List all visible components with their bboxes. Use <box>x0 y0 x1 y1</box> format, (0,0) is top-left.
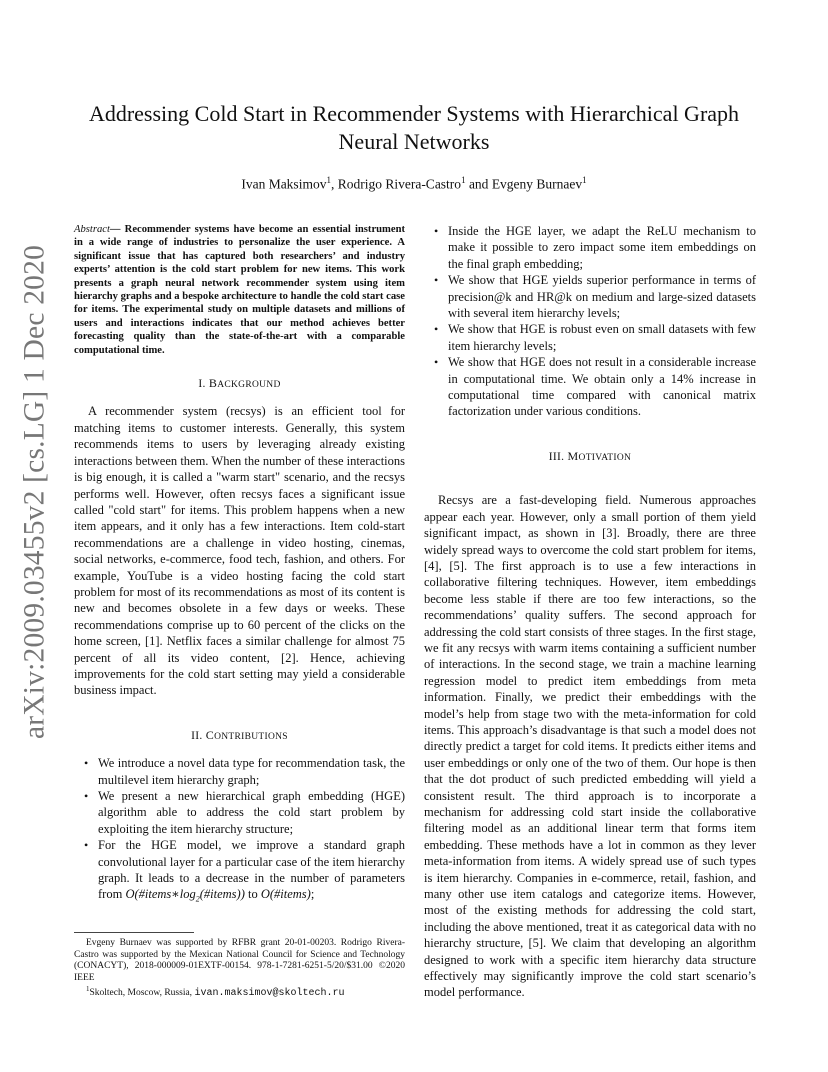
author-email-link[interactable]: ivan.maksimov@skoltech.ru <box>194 988 345 1000</box>
abstract <box>74 223 405 357</box>
author-name: Rodrigo Rivera-Castro <box>337 176 462 192</box>
section-initial: B <box>208 376 218 391</box>
section-initial: M <box>567 448 579 463</box>
contribution-item: • Inside the HGE layer, we adapt the ReLU mechanism to make it possible to zero impact some item embeddings on the final graph embedding; <box>424 223 756 272</box>
funding-note: Evgeny Burnaev was supported by RFBR grant 20-01-00203. Rodrigo Rivera-Castro was supported by the Mexican National Council for Science and Technology (CONACYT), 2018-000009-01EXTF-00154. 978-1-7281-6251-5/20/$31.00 ©2020 IEEE <box>74 938 405 983</box>
affiliation-marker: 1 <box>86 985 90 994</box>
section-rest: OTIVATION <box>578 452 632 463</box>
paper-title: Addressing Cold Start in Recommender Systems with Hierarchical Graph Neural Networks <box>88 101 740 154</box>
author-name: Ivan Maksimov <box>241 176 327 192</box>
section-number: III. <box>548 450 565 463</box>
section-heading-contributions <box>74 727 405 745</box>
affiliation-marker: 1 <box>582 175 587 185</box>
author-name: Evgeny Burnaev <box>491 176 583 192</box>
footnote-rule <box>74 932 194 933</box>
contribution-item: • We show that HGE does not result in a considerable increase in computational time. We obtain only a 14% increase in computational time compared with canonical matrix factorization under various conditions. <box>424 354 756 420</box>
left-column <box>74 223 405 908</box>
formula-subscript: 2 <box>195 894 200 904</box>
motivation-paragraph: Recsys are a fast-developing field. Numerous approaches appear each year. However, only a small portion of them yield significant impact, as shown in [3]. Broadly, there are three widely spread ways to overcome the cold start problem for items, [4], [5]. The first approach is to use a few interactions in collaborative filtering techniques. However, item embeddings become less stable if there are too few interactions, so the recommendations’ quality suffers. The second approach for addressing the cold start consists of three stages. In the first stage, we fit any recsys with warm items containing a sufficient number of interactions. In the second stage, we train a machine learning regression model to predict item embeddings from meta information. Finally, we predict their embeddings with the model’s help from stage two with the meta-information for cold items. This approach’s disadvantage is that such a model does not directly predict a target for cold items. It predicts either items and user embeddings or only one of the two of them. Our hope is then that the dot product of such predicted embedding will yield a consistent result. The third approach is to incorporate a mechanism for addressing cold start inside the collaborative filtering model as an additional linear term that forms item embedding. These methods have a lot in common as they lever meta-information from items. A widely spread use of such types is item hierarchy. Companies in e-commerce, retail, fashion, and many other use item catalogs and categorize items. However, most of the existing methods for addressing the cold start, including the above mentioned, treat it as categorical data with no hierarchy structure, [5]. We claim that developing an algorithm designed to work with a specific item hierarchy data structure effectively may significantly improve the cold start scenario’s model performance. <box>424 493 756 1000</box>
affiliation-marker: 1 <box>461 175 466 185</box>
contribution-text: For the HGE model, we improve a standard graph convolutional layer for a particular case of the item hierarchy graph. It leads to a decrease in the number of parameters from <box>98 838 405 902</box>
complexity-formula <box>125 887 245 904</box>
section-rest: ACKGROUND <box>217 380 281 391</box>
contribution-item: • We show that HGE is robust even on small datasets with few item hierarchy levels; <box>424 321 756 354</box>
contributions-list-right <box>424 223 756 420</box>
abstract-lead: Abstract <box>74 224 110 235</box>
abstract-text: — Recommender systems have become an essential instrument in a wide range of industries to personalize the user experience. A significant issue that has captured both researchers’ and industry experts’ attention is the cold start problem for new items. This work presents a graph neural network recommender system using item hierarchy graphs and a bespoke architecture to handle the cold start case for items. The experimental study on multiple datasets and millions of users and interactions indicates that our method achieves better forecasting quality than the state-of-the-art with a comparable computational time. <box>74 224 405 356</box>
author-conjunction: and <box>468 176 489 192</box>
footnote <box>74 938 405 1000</box>
section-rest: ONTRIBUTIONS <box>214 731 288 742</box>
contributions-list-left <box>74 755 405 908</box>
arxiv-identifier-text: arXiv:2009.03455v2 [cs.LG] 1 Dec 2020 <box>18 244 51 740</box>
contribution-item: • We present a new hierarchical graph embedding (HGE) algorithm able to address the cold start problem by exploiting the item hierarchy structure; <box>74 788 405 837</box>
right-column <box>424 223 756 1001</box>
contribution-item: • We introduce a novel data type for recommendation task, the multilevel item hierarchy graph; <box>74 755 405 788</box>
background-paragraph: A recommender system (recsys) is an efficient tool for matching items to customer interests. Generally, this system recommends items to users by leveraging already existing interactions between them. When the number of these interactions is big enough, it is called a "warm start" scenario, and the recsys performs well. However, often recsys faces a significant issue called "cold start" for items. This problem happens when a new item appears, and it only has a few interactions. Item cold-start recommendations are a challenge in video hosting, cinemas, social networks, e-commerce, food tech, fashion, and others. For example, YouTube is a video hosting facing the cold start problem for most of its recommendations as most of its content is new and becomes obsolete in a few days or weeks. These recommendations comprise up to 60 percent of the clicks on the home screen, [1]. Netflix faces a similar challenge for almost 75 percent of all its video content, [2]. Hence, achieving improvements for the cold start setting may yield a considerable business impact. <box>74 404 405 698</box>
complexity-formula: O(#items) <box>260 887 311 902</box>
affiliation-text: Skoltech, Moscow, Russia, <box>89 988 195 999</box>
section-number: II. <box>191 729 203 742</box>
contribution-text: to <box>244 887 261 902</box>
contribution-text: ; <box>310 887 315 902</box>
arxiv-identifier <box>17 244 53 740</box>
affiliation-marker: 1 <box>326 175 331 185</box>
formula-part: (#items)) <box>199 887 245 902</box>
contribution-item <box>74 837 405 908</box>
contribution-item: • We show that HGE yields superior performance in terms of precision@k and HR@k on medium and large-sized datasets with several item hierarchy levels; <box>424 272 756 321</box>
section-initial: C <box>205 727 215 742</box>
formula-part: O(#items∗log <box>125 887 196 902</box>
section-number: I. <box>198 378 206 391</box>
author-list: Ivan Maksimov$^1$, Rodrigo Rivera-Castro$^1$ and Evgeny Burnaev$^1$ <box>241 175 587 192</box>
section-heading-background <box>74 375 405 393</box>
affiliation-note <box>74 984 405 1000</box>
section-heading-motivation <box>424 448 756 466</box>
